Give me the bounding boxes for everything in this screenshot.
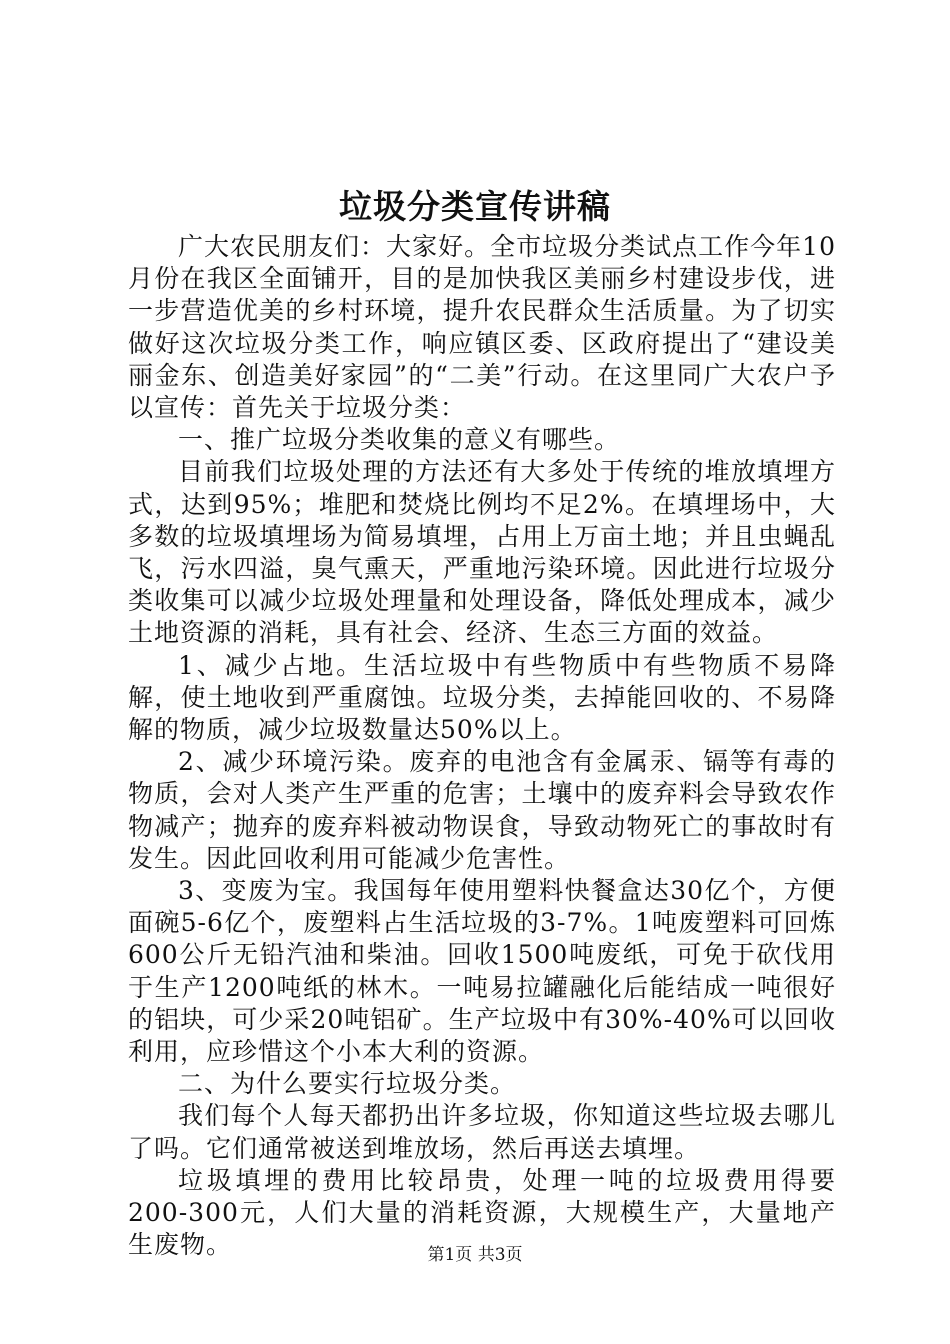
- document-title: 垃圾分类宣传讲稿: [339, 187, 611, 226]
- document-body: [128, 231, 836, 1262]
- page-number-footer: 第1页 共3页: [427, 1245, 523, 1265]
- paragraph-point-1: 1、减少占地。生活垃圾中有些物质中有些物质不易降解，使土地收到严重腐蚀。垃圾分类，去掉能回收的、不易降解的物质，减少垃圾数量达50%以上。: [128, 650, 836, 745]
- paragraph-greeting: 广大农民朋友们：大家好。全市垃圾分类试点工作今年10月份在我区全面铺开，目的是加快我区美丽乡村建设步伐，进一步营造优美的乡村环境，提升农民群众生活质量。为了切实做好这次垃圾分类工作，响应镇区委、区政府提出了“建设美丽金东、创造美好家园”的“二美”行动。在这里同广大农户予以宣传：首先关于垃圾分类：: [128, 232, 836, 423]
- paragraph-point-3: 3、变废为宝。我国每年使用塑料快餐盒达30亿个，方便面碗5-6亿个，废塑料占生活垃圾的3-7%。1吨废塑料可回炼600公斤无铅汽油和柴油。回收1500吨废纸，可免于砍伐用于生产1200吨纸的林木。一吨易拉罐融化后能结成一吨很好的铝块，可少采20吨铝矿。生产垃圾中有30%-40%可以回收利用，应珍惜这个小本大利的资源。: [128, 876, 836, 1067]
- section-heading-1: 一、推广垃圾分类收集的意义有哪些。: [178, 425, 621, 455]
- paragraph-landfill-cost: 垃圾填埋的费用比较昂贵，处理一吨的垃圾费用得要200-300元，人们大量的消耗资源，大规模生产，大量地产生废物。: [128, 1165, 836, 1260]
- paragraph-current-situation: 目前我们垃圾处理的方法还有大多处于传统的堆放填埋方式，达到95%；堆肥和焚烧比例均不足2%。在填埋场中，大多数的垃圾填埋场为简易填埋，占用上万亩土地；并且虫蝇乱飞，污水四溢，臭气熏天，严重地污染环境。因此进行垃圾分类收集可以减少垃圾处理量和处理设备，降低处理成本，减少土地资源的消耗，具有社会、经济、生态三方面的效益。: [128, 457, 836, 648]
- section-heading-2: 二、为什么要实行垃圾分类。: [178, 1069, 517, 1099]
- paragraph-point-2: 2、减少环境污染。废弃的电池含有金属汞、镉等有毒的物质，会对人类产生严重的危害；土壤中的废弃料会导致农作物减产；抛弃的废弃料被动物误食，导致动物死亡的事故时有发生。因此回收利用可能减少危害性。: [128, 747, 836, 873]
- paragraph-garbage-destination: 我们每个人每天都扔出许多垃圾，你知道这些垃圾去哪儿了吗。它们通常被送到堆放场，然后再送去填埋。: [128, 1101, 836, 1163]
